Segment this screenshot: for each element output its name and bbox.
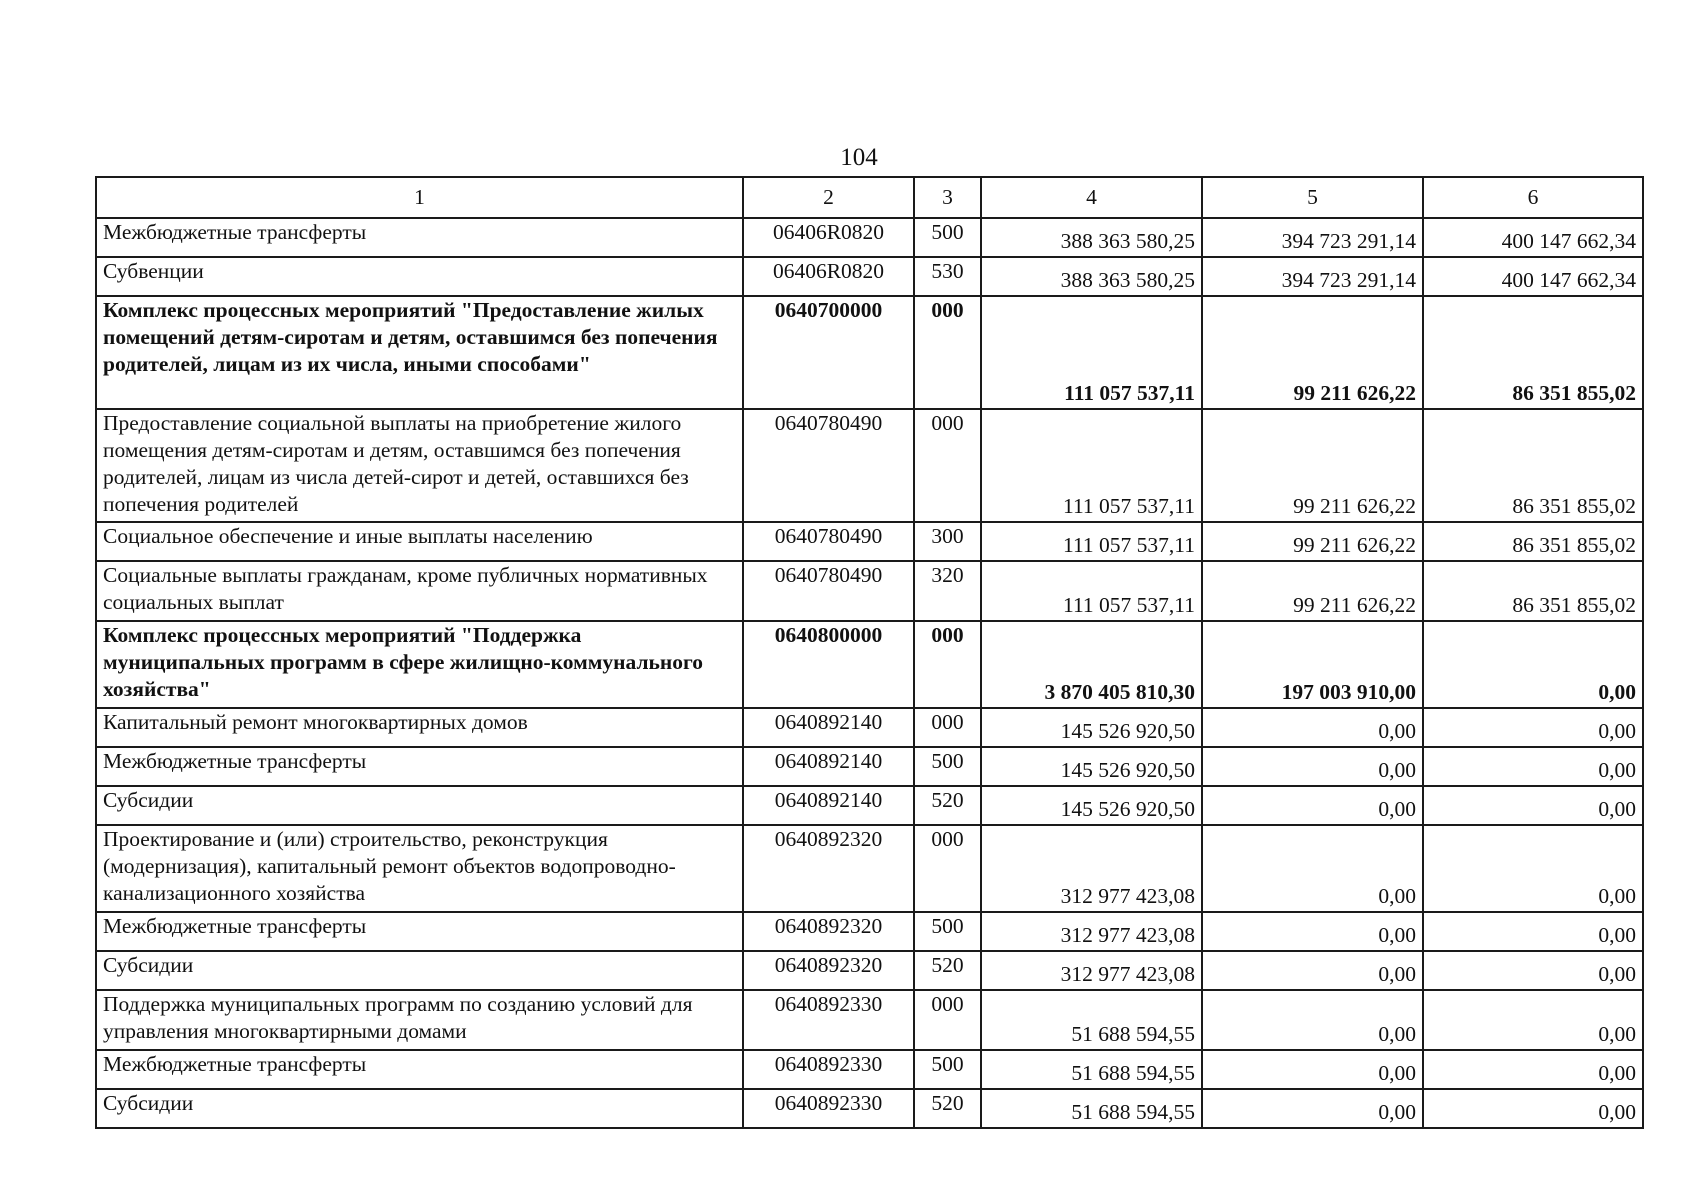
row-amount-year3-cell: 400 147 662,34 — [1423, 257, 1643, 296]
row-code-cell: 06406R0820 — [743, 257, 914, 296]
row-name-cell: Комплекс процессных мероприятий "Поддержка муниципальных программ в сфере жилищно-коммунального хозяйства" — [96, 621, 743, 708]
row-amount-year2-cell: 0,00 — [1202, 990, 1423, 1050]
budget-table — [95, 176, 1644, 1129]
row-amount-year1-cell: 111 057 537,11 — [981, 296, 1202, 409]
column-header-2: 2 — [743, 177, 914, 218]
row-code-cell: 0640700000 — [743, 296, 914, 409]
row-code-cell: 0640892320 — [743, 951, 914, 990]
row-amount-year1-cell: 51 688 594,55 — [981, 1089, 1202, 1128]
table-row — [96, 708, 1643, 747]
row-code-cell: 0640892140 — [743, 708, 914, 747]
row-amount-year2-cell: 0,00 — [1202, 912, 1423, 951]
row-name-cell: Капитальный ремонт многоквартирных домов — [96, 708, 743, 747]
row-type-cell: 320 — [914, 561, 981, 621]
row-name-cell: Комплекс процессных мероприятий "Предоставление жилых помещений детям-сиротам и детям, оставшимся без попечения родителей, лицам из их числа, иными способами" — [96, 296, 743, 409]
row-type-cell: 000 — [914, 409, 981, 522]
row-amount-year3-cell: 0,00 — [1423, 1089, 1643, 1128]
row-amount-year2-cell: 0,00 — [1202, 786, 1423, 825]
row-amount-year1-cell: 51 688 594,55 — [981, 990, 1202, 1050]
row-amount-year3-cell: 86 351 855,02 — [1423, 522, 1643, 561]
table-row — [96, 990, 1643, 1050]
row-name-cell: Социальные выплаты гражданам, кроме публичных нормативных социальных выплат — [96, 561, 743, 621]
row-amount-year3-cell: 0,00 — [1423, 825, 1643, 912]
row-amount-year3-cell: 0,00 — [1423, 786, 1643, 825]
row-name-cell: Субсидии — [96, 786, 743, 825]
row-type-cell: 500 — [914, 218, 981, 257]
row-amount-year2-cell: 0,00 — [1202, 951, 1423, 990]
row-amount-year1-cell: 111 057 537,11 — [981, 561, 1202, 621]
row-name-cell: Межбюджетные трансферты — [96, 1050, 743, 1089]
column-header-5: 5 — [1202, 177, 1423, 218]
row-type-cell: 300 — [914, 522, 981, 561]
row-name-cell: Предоставление социальной выплаты на приобретение жилого помещения детям-сиротам и детям, оставшимся без попечения родителей, лицам из числа детей-сирот и детей, оставшихся без попечения родителей — [96, 409, 743, 522]
row-amount-year2-cell: 99 211 626,22 — [1202, 561, 1423, 621]
table-body — [96, 177, 1643, 1128]
page-number: 104 — [840, 144, 878, 171]
table-row — [96, 1089, 1643, 1128]
row-amount-year1-cell: 312 977 423,08 — [981, 825, 1202, 912]
table-row — [96, 561, 1643, 621]
row-amount-year3-cell: 86 351 855,02 — [1423, 409, 1643, 522]
column-header-1: 1 — [96, 177, 743, 218]
table-row — [96, 522, 1643, 561]
column-header-3: 3 — [914, 177, 981, 218]
row-type-cell: 500 — [914, 912, 981, 951]
row-amount-year1-cell: 51 688 594,55 — [981, 1050, 1202, 1089]
row-type-cell: 000 — [914, 621, 981, 708]
row-amount-year3-cell: 0,00 — [1423, 621, 1643, 708]
column-header-6: 6 — [1423, 177, 1643, 218]
row-type-cell: 530 — [914, 257, 981, 296]
row-code-cell: 0640780490 — [743, 561, 914, 621]
row-type-cell: 000 — [914, 296, 981, 409]
table-row — [96, 1050, 1643, 1089]
row-amount-year1-cell: 312 977 423,08 — [981, 912, 1202, 951]
row-amount-year2-cell: 0,00 — [1202, 708, 1423, 747]
table-row — [96, 218, 1643, 257]
column-header-4: 4 — [981, 177, 1202, 218]
row-code-cell: 0640780490 — [743, 522, 914, 561]
row-type-cell: 000 — [914, 708, 981, 747]
row-type-cell: 000 — [914, 990, 981, 1050]
row-amount-year2-cell: 99 211 626,22 — [1202, 522, 1423, 561]
row-type-cell: 520 — [914, 1089, 981, 1128]
row-type-cell: 520 — [914, 786, 981, 825]
row-code-cell: 0640892330 — [743, 990, 914, 1050]
table-row — [96, 825, 1643, 912]
row-name-cell: Субсидии — [96, 1089, 743, 1128]
row-code-cell: 0640780490 — [743, 409, 914, 522]
row-amount-year1-cell: 145 526 920,50 — [981, 708, 1202, 747]
row-type-cell: 000 — [914, 825, 981, 912]
row-name-cell: Субвенции — [96, 257, 743, 296]
table-section-row — [96, 296, 1643, 409]
row-code-cell: 0640892320 — [743, 912, 914, 951]
row-amount-year3-cell: 400 147 662,34 — [1423, 218, 1643, 257]
table-section-row — [96, 621, 1643, 708]
row-name-cell: Межбюджетные трансферты — [96, 747, 743, 786]
row-amount-year2-cell: 0,00 — [1202, 747, 1423, 786]
row-amount-year1-cell: 312 977 423,08 — [981, 951, 1202, 990]
row-name-cell: Поддержка муниципальных программ по созданию условий для управления многоквартирными домами — [96, 990, 743, 1050]
row-amount-year2-cell: 99 211 626,22 — [1202, 296, 1423, 409]
row-amount-year2-cell: 99 211 626,22 — [1202, 409, 1423, 522]
row-code-cell: 0640892330 — [743, 1089, 914, 1128]
row-amount-year1-cell: 3 870 405 810,30 — [981, 621, 1202, 708]
row-name-cell: Межбюджетные трансферты — [96, 912, 743, 951]
row-code-cell: 0640892320 — [743, 825, 914, 912]
row-name-cell: Социальное обеспечение и иные выплаты населению — [96, 522, 743, 561]
row-amount-year2-cell: 0,00 — [1202, 1089, 1423, 1128]
row-code-cell: 0640892140 — [743, 786, 914, 825]
row-amount-year3-cell: 0,00 — [1423, 951, 1643, 990]
row-amount-year3-cell: 0,00 — [1423, 747, 1643, 786]
row-amount-year2-cell: 197 003 910,00 — [1202, 621, 1423, 708]
row-code-cell: 0640892330 — [743, 1050, 914, 1089]
table-row — [96, 786, 1643, 825]
table-row — [96, 912, 1643, 951]
table-row — [96, 747, 1643, 786]
row-amount-year3-cell: 0,00 — [1423, 912, 1643, 951]
row-name-cell: Межбюджетные трансферты — [96, 218, 743, 257]
row-amount-year3-cell: 0,00 — [1423, 990, 1643, 1050]
row-amount-year2-cell: 394 723 291,14 — [1202, 257, 1423, 296]
row-amount-year3-cell: 0,00 — [1423, 708, 1643, 747]
row-amount-year2-cell: 0,00 — [1202, 1050, 1423, 1089]
table-row — [96, 951, 1643, 990]
row-code-cell: 06406R0820 — [743, 218, 914, 257]
row-type-cell: 520 — [914, 951, 981, 990]
table-row — [96, 409, 1643, 522]
row-amount-year3-cell: 86 351 855,02 — [1423, 561, 1643, 621]
row-amount-year1-cell: 388 363 580,25 — [981, 257, 1202, 296]
row-amount-year3-cell: 0,00 — [1423, 1050, 1643, 1089]
row-amount-year1-cell: 388 363 580,25 — [981, 218, 1202, 257]
table-row — [96, 257, 1643, 296]
row-amount-year2-cell: 394 723 291,14 — [1202, 218, 1423, 257]
row-code-cell: 0640800000 — [743, 621, 914, 708]
row-amount-year1-cell: 145 526 920,50 — [981, 747, 1202, 786]
row-name-cell: Проектирование и (или) строительство, реконструкция (модернизация), капитальный ремонт объектов водопроводно-канализационного хозяйства — [96, 825, 743, 912]
column-number-row — [96, 177, 1643, 218]
row-amount-year1-cell: 145 526 920,50 — [981, 786, 1202, 825]
row-amount-year3-cell: 86 351 855,02 — [1423, 296, 1643, 409]
row-name-cell: Субсидии — [96, 951, 743, 990]
row-code-cell: 0640892140 — [743, 747, 914, 786]
row-amount-year1-cell: 111 057 537,11 — [981, 409, 1202, 522]
row-type-cell: 500 — [914, 747, 981, 786]
row-type-cell: 500 — [914, 1050, 981, 1089]
row-amount-year2-cell: 0,00 — [1202, 825, 1423, 912]
row-amount-year1-cell: 111 057 537,11 — [981, 522, 1202, 561]
